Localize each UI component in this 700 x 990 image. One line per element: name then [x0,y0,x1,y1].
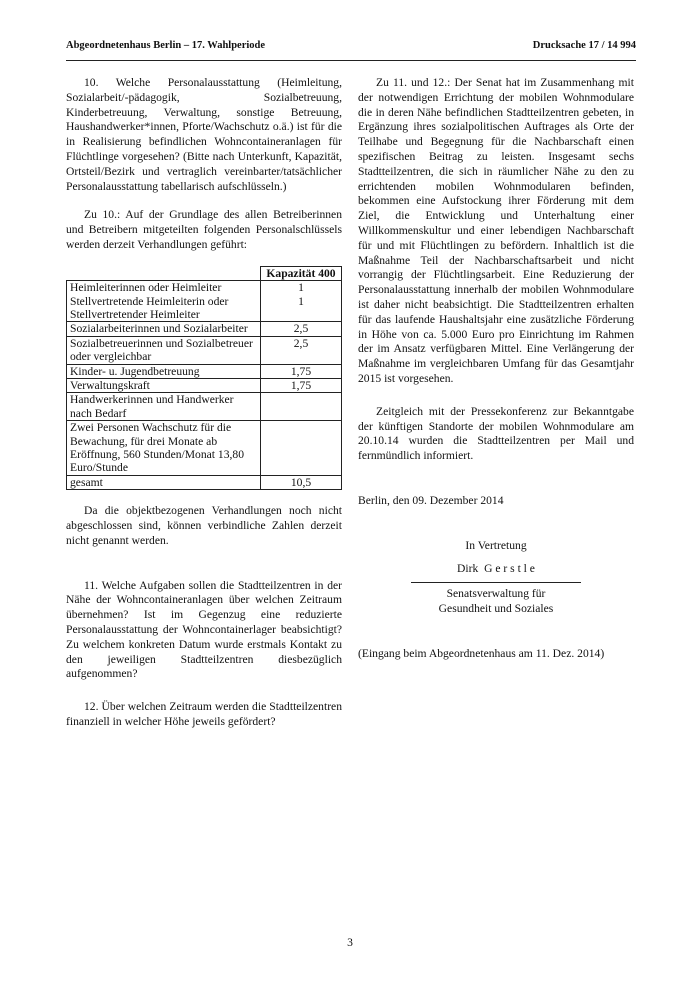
right-column [358,76,634,662]
question-11: 11. Welche Aufgaben sollen die Stadtteilzentren in der Nähe der Wohncontaineranlagen über welchen Zeitraum übernehmen? Ist im Gegenzug eine reduzierte Personalausstattung der Wohncontainerlager beabsichtigt? Zu welchem konkreten Datum wurde erstmals Kontakt zu den jeweiligen Stadtteilzentren diesbezüglich aufgenommen? [66,578,342,681]
department-line-2: Gesundheit und Soziales [438,602,554,616]
table-header-row [67,266,342,280]
table-cell-label: Zwei Personen Wachschutz für die Bewachung, für drei Monate ab Eröffnung, 560 Stunden/Monat 13,80 Euro/Stunde [67,421,261,476]
table-cell-value: 10,5 [261,475,342,489]
table-cell-value: 2,5 [261,322,342,336]
table-row [67,364,342,378]
table-row [67,281,342,322]
header-divider [66,60,636,61]
table-cell-label: Sozialbetreuerinnen und Sozialbetreuer oder vergleichbar [67,336,261,364]
signer-name: Dirk G e r s t l e [457,561,535,575]
table-cell-label: Heimleiterinnen oder Heimleiter Stellvertretende Heimleiterin oder Stellvertretender Heimleiter [67,281,261,322]
department-line-1: Senatsverwaltung für [446,587,546,601]
answer-10: Zu 10.: Auf der Grundlage des allen Betreiberinnen und Betreibern mitgeteilten folgenden Personalschlüssels werden derzeit Verhandlungen geführt: [66,208,342,251]
press-note: Zeitgleich mit der Pressekonferenz zur Bekanntgabe der künftigen Standorte der mobilen Wohnmodulare am 20.10.14 wurden die Stadtteilzentren per Mail und fernmündlich informiert. [358,404,634,463]
table-row-total [67,475,342,489]
question-10: 10. Welche Personalausstattung (Heimleitung, Sozialarbeit/-pädagogik, Sozialbetreuung, Kinderbetreuung, Verwaltung, sonstige Betreuung, Haushandwerker*innen, Pforte/Wachschutz o.ä.) ist für die in Realisierung befindlichen Wohncontaineranlagen für Flüchtlinge vorgesehen? (Bitte nach Unterkunft, Kapazität, Ortsteil/Bezirk und vertraglich vereinbarter/tatsächlicher Personalausstattung tabellarisch aufschlüsseln.) [66,76,342,193]
table-row [67,393,342,421]
table-cell-label: Verwaltungskraft [67,379,261,393]
table-row [67,322,342,336]
after-table-note: Da die objektbezogenen Verhandlungen noch nicht abgeschlossen sind, können verbindliche Zahlen derzeit nicht genannt werden. [66,504,342,547]
table-header-capacity: Kapazität 400 [261,266,342,280]
table-cell-value: 2,5 [261,336,342,364]
table-cell-value: 1,75 [261,379,342,393]
table-cell-label: Kinder- u. Jugendbetreuung [67,364,261,378]
table-row [67,336,342,364]
left-column [66,76,342,730]
signature-rule [411,582,581,583]
table-cell-value: 1 1 [261,281,342,322]
table-header-empty [67,266,261,280]
place-date: Berlin, den 09. Dezember 2014 [358,493,504,507]
question-12: 12. Über welchen Zeitraum werden die Stadtteilzentren finanziell in welcher Höhe jeweils gefördert? [66,700,342,729]
in-vertretung: In Vertretung [465,538,527,552]
table-cell-label: gesamt [67,475,261,489]
table-cell-value [261,421,342,476]
table-row [67,421,342,476]
staffing-table [66,266,342,491]
table-cell-value: 1,75 [261,364,342,378]
page-number: 3 [347,936,353,949]
header-left: Abgeordnetenhaus Berlin – 17. Wahlperiode [66,40,266,51]
header-document-number: Drucksache 17 / 14 994 [532,40,636,51]
table-row [67,379,342,393]
table-cell-label: Sozialarbeiterinnen und Sozialarbeiter [67,322,261,336]
table-cell-label: Handwerkerinnen und Handwerker nach Bedarf [67,393,261,421]
eingang-note: (Eingang beim Abgeordnetenhaus am 11. Dez. 2014) [358,646,605,660]
table-cell-value [261,393,342,421]
answer-11-12: Zu 11. und 12.: Der Senat hat im Zusammenhang mit der notwendigen Errichtung der mobilen Wohnmodulare die in deren Nähe befindlichen Stadtteilzentren gebeten, in Ergänzung ihres sozialpolitischen Auftrages als Orte der Teilhabe und Begegnung für die Nachbarschaft einen spezifischen Beitrag zu leisten. Insgesamt sechs Stadtteilzentren, die sich in räumlicher Nähe zu den zu errichtenden mobilen Wohnmodularen befinden, bekommen eine Aufstockung ihrer Förderung mit dem Ziel, die Entwicklung und Unterhaltung einer Willkommenskultur und einer lebendigen Nachbarschaft für und mit Flüchtlingen zu befördern. Inhaltlich ist die Maßnahme Teil der Nachbarschaftsarbeit und nicht vorrangig der Flüchtlingsarbeit. Eine Reduzierung der Personalausstattung innerhalb der mobilen Wohnmodulare ist daher nicht beabsichtigt. Die Stadtteilzentren erhalten für das laufende Haushaltsjahr eine zusätzliche Förderung in Höhe von ca. 5.000 Euro pro Einrichtung im Rahmen der im Ansatz verfügbaren Mittel. Eine Verlängerung der Maßnahme im vergleichbaren Umfang für das Gesamtjahr 2015 ist vorgesehen. [358,76,634,385]
